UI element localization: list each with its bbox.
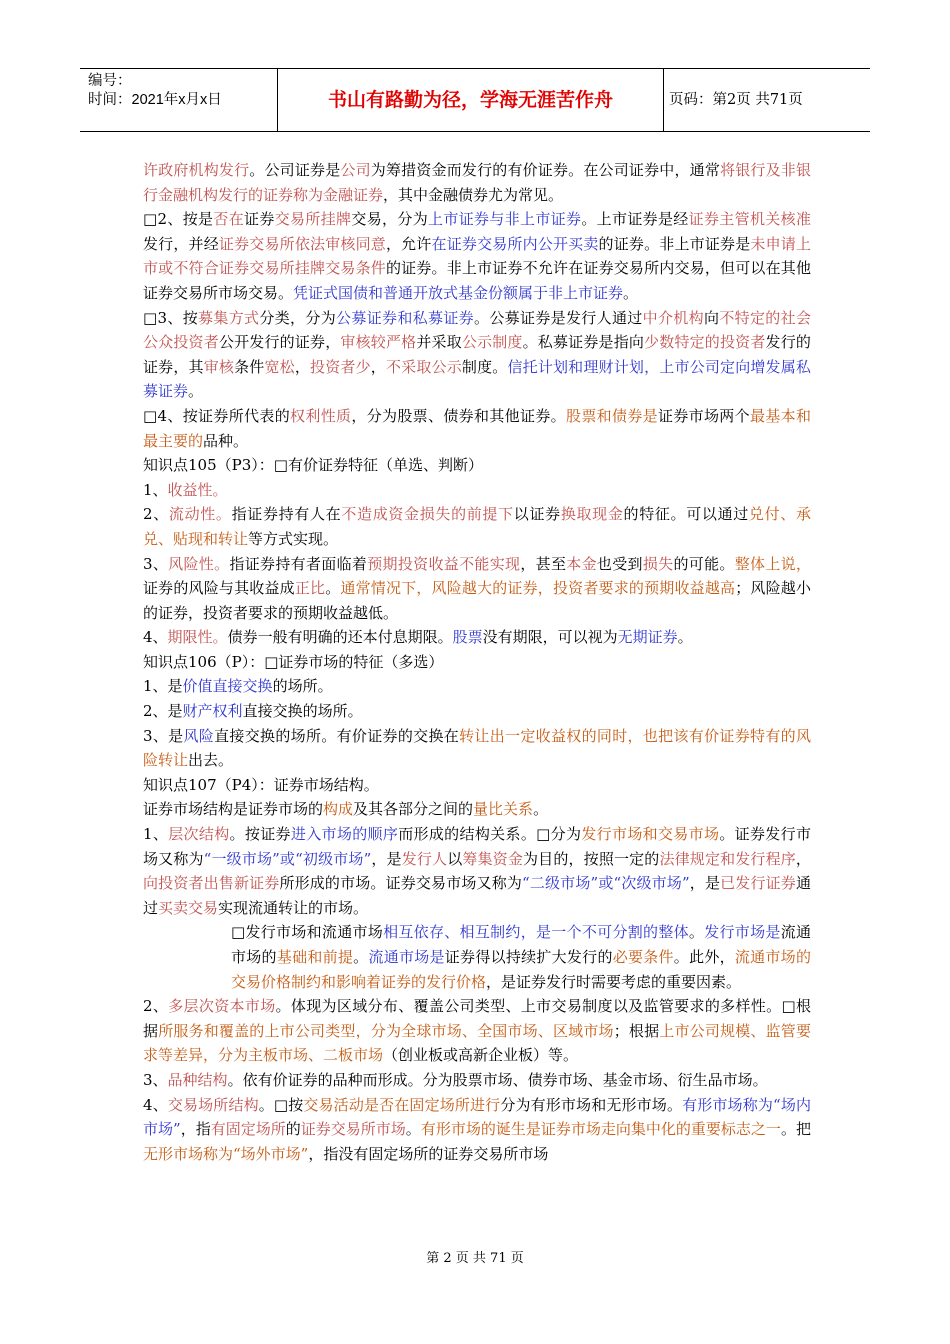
text-run: 。依有价证券的品种而形成。分为股票市场、债券市场、基金市场、衍生品市场。 [227,1070,768,1089]
text-run: 交易活动是否在固定场所进行 [303,1095,501,1114]
paragraph [143,724,811,773]
paragraph [143,502,811,551]
text-run: 3、 [143,554,169,573]
text-run: 。证券发行市场又称为 [143,825,811,868]
text-run: 风险 [183,726,215,745]
text-run: 兑付、承兑、贴现和转让 [143,505,811,548]
text-run: 通过 [143,874,811,917]
text-run: 的 [285,1120,301,1139]
text-run: 。此外， [673,948,735,966]
text-run: ；风险越小的证券，投资者要求的预期收益越低。 [143,579,811,622]
text-run: 风险性。 [168,554,230,573]
text-run: 预期投资收益不能实现 [367,554,521,573]
text-run: 。上市证券是经 [581,210,689,229]
text-run: 公募证券和私募证券 [336,308,474,327]
text-run: 交易场所结构 [167,1095,259,1114]
section-heading [143,453,811,478]
text-run: 3、是 [143,726,184,745]
text-run: 审核 [203,357,235,376]
header-motto: 书山有路勤为径，学海无涯苦作舟 [278,69,664,131]
text-run: ，分为股票、债券和其他证券。 [351,406,566,425]
text-run: 流动性。 [168,505,232,524]
text-run: 分为有形市场和无形市场。 [500,1095,683,1114]
text-run: 凭证式国债和普通开放式基金份额属于非上市证券 [293,283,624,302]
text-run: ，是 [371,849,402,868]
text-run: 少数特定的投资者 [644,333,766,352]
text-run: 股票和债券是 [566,406,658,425]
text-run: 的可能。 [673,554,735,573]
text-run: □3、按 [143,308,199,327]
text-run: 的证券。非上市证券不允许在证券交易所内交易，但可以在其他证券交易所市场交易。 [143,259,811,302]
text-run: 有形市场的诞生是证券市场走向集中化的重要标志之一 [420,1120,781,1139]
text-run: 。私募证券是指向 [522,333,645,352]
text-run: 交易所挂牌 [274,210,352,229]
document-body [143,158,811,1166]
text-run: 否在 [213,210,245,229]
section-heading [143,773,811,798]
paragraph [143,478,811,503]
text-run: 审核较严格 [340,333,417,352]
text-run: 等方式实现。 [248,529,339,548]
text-run: 构成 [323,800,354,819]
text-run: 。 [405,1120,421,1139]
text-run: 4、 [143,628,168,647]
text-run: 的证券。非上市证券是 [598,234,751,253]
text-run: 无期证券 [617,628,678,647]
text-run: ，是 [689,874,721,893]
text-run: 转让出一定收益权的同时，也把该有价证券特有的风险转让 [143,726,811,770]
text-run: “二级市场”或“次级市场” [522,874,690,893]
text-run: ， [294,357,311,376]
text-run: 。 [677,628,693,647]
text-run: 证券得以持续扩大发行的 [444,948,613,966]
text-run: 以 [447,849,463,868]
text-run: 发行市场是 [704,923,781,942]
text-run: 证券的风险与其收益成 [143,579,295,598]
text-run: 筹集资金 [462,849,524,868]
text-run: 实现流通转让的市场。 [218,898,369,917]
text-run: 的场所。 [272,677,333,696]
text-run: 换取现金 [560,505,624,524]
text-run: 的特征。可以通过 [623,505,749,524]
text-run: 发行的证券，其 [143,333,811,376]
text-run: 。 [623,283,639,302]
text-run: （创业板或高新企业板）等。 [383,1046,579,1065]
paragraph [143,404,811,453]
text-run: 法律规定和发行程序 [659,849,796,868]
paragraph [143,1093,811,1167]
text-run: □2、按是 [143,210,214,229]
text-run: 发行市场和交易市场 [581,825,720,844]
text-run: 通常情况下，风险越大的证券，投资者要求的预期收益越高 [340,579,736,598]
text-run: 基础和前提 [276,948,354,966]
page-header [80,68,870,132]
text-run: 投资者少 [310,357,371,376]
text-run: □4、按证券所代表的 [143,406,291,425]
text-run: 1、是 [143,677,183,696]
text-run: 以证券 [513,505,561,524]
text-run: 及其各部分之间的 [353,800,474,819]
code-label: 编号： [88,73,132,89]
text-run: 直接交换的场所。 [242,702,363,721]
text-run: 相互依存、相互制约，是一个不可分割的整体 [383,923,689,942]
text-run: 。 [188,382,204,401]
text-run: 进入市场的顺序 [290,825,399,844]
header-page-label: 页码：第2页 共71页 [669,92,803,108]
text-run: 公示制度 [461,333,523,352]
text-run: 募集方式 [198,308,260,327]
text-run: 财产权利 [182,702,243,721]
text-run: ，允许 [385,234,432,253]
text-run: 层次结构 [168,825,230,844]
text-run: 指证券持有人在 [231,505,342,524]
text-run: 买卖交易 [158,898,219,917]
text-run: 已发行证券 [720,874,796,893]
text-run: ，指没有固定场所的证券交易所市场 [308,1144,549,1163]
text-run: 整体上说， [734,554,811,573]
text-run: 价值直接交换 [182,677,273,696]
text-run: 指证券持有者面临着 [229,554,368,573]
text-run: 知识点106（P）：□证券市场的特征（多选） [143,652,444,671]
text-run: 将银行及非银行金融机构发行的证券称为金融证券 [143,161,811,204]
text-run: 4、 [143,1095,168,1114]
paragraph [143,699,811,724]
paragraph [143,674,811,699]
text-run: 品种结构 [167,1070,228,1089]
text-run: 。 [688,923,705,942]
text-run: 必要条件 [612,948,674,966]
text-run: □发行市场和流通市场 [231,923,384,942]
text-run: 有固定场所 [210,1120,286,1139]
time-label: 时间：2021年x月x日 [88,92,222,108]
text-run: 证券市场结构是证券市场的 [143,800,324,819]
text-run: 未申请上市或不符合证券交易所挂牌交易条件 [143,234,811,278]
text-run: 流通市场的交易价格制约和影响着证券的发行价格 [231,948,811,991]
text-run: 证券交易所依法审核同意 [218,234,386,253]
text-run: 所服务和覆盖的上市公司类型，分为全球市场、全国市场、区域市场 [158,1021,614,1040]
text-run: 权利性质 [290,406,352,425]
text-run: 多层次资本市场 [168,997,276,1016]
text-run: 信托计划和理财计划，上市公司定向增发属私募证券 [143,357,811,401]
text-run: 。公募证券是发行人通过 [474,308,643,327]
text-run: 1、 [143,825,169,844]
text-run: 发行人 [401,849,448,868]
text-run: 向投资者出售新证券 [143,874,280,893]
text-run: 不造成资金损失的前提下 [341,505,514,524]
text-run: 债券一般有明确的还本付息期限。 [227,628,453,647]
text-run: 而形成的结构关系。□分为 [398,825,582,844]
paragraph [143,994,811,1068]
text-run: 公司 [340,161,371,179]
text-run: 本金 [566,554,597,573]
text-run: 。 [325,579,341,598]
text-run: 没有期限，可以视为 [482,628,618,647]
paragraph [143,920,811,994]
text-run: ，甚至 [520,554,567,573]
text-run: 证券交易所市场 [300,1120,406,1139]
text-run: 3、 [143,1070,168,1089]
text-run: 知识点105（P3）：□有价证券特征（单选、判断） [143,456,483,475]
text-run: ， [370,357,386,376]
text-run: 。 [533,800,549,819]
text-run: 收益性。 [167,480,228,499]
text-run: 2、是 [143,702,183,721]
text-run: 中介机构 [642,308,704,327]
text-run: 。公司证券是 [249,161,341,179]
text-run: 。□按 [258,1095,304,1114]
text-run: 出去。 [188,751,234,770]
text-run: 宽松 [264,357,295,376]
text-run: 公开发行的证券， [218,333,341,352]
text-run: 为目的，按照一定的 [523,849,660,868]
text-run: 品种。 [203,431,249,450]
text-run: 直接交换的场所。有价证券的交换在 [214,726,460,745]
text-run: 向 [703,308,720,327]
text-run: 条件 [234,357,265,376]
paragraph [143,158,811,207]
paragraph [143,822,811,920]
text-run: ，指 [180,1120,211,1139]
text-run: 也受到 [596,554,643,573]
text-run: 发行，并经 [143,234,219,253]
paragraph [143,1068,811,1093]
text-run: ，其中金融债券尤为常见。 [383,185,564,204]
text-run: 2、 [143,997,169,1016]
text-run: 最基本和最主要的 [143,406,811,450]
text-run: 许政府机构发行 [143,161,250,179]
text-run: 上市公司规模、监管要求等差异，分为主板市场、二板市场 [143,1021,811,1065]
text-run: 股票 [452,628,483,647]
text-run: 证券 [244,210,275,229]
paragraph [143,625,811,650]
section-heading [143,650,811,675]
text-run: 损失 [642,554,674,573]
text-run: 上市证券与非上市证券 [428,210,582,229]
text-run: 正比 [294,579,326,598]
text-run: 2、 [143,505,169,524]
text-run: 流通市场是 [368,948,445,966]
text-run: 。 [353,948,369,966]
text-run: 为筹措资金而发行的有价证券。在公司证券中，通常 [370,161,721,179]
text-run: 。把 [780,1120,811,1139]
text-run: 分类，分为 [259,308,337,327]
text-run: 1、 [143,480,168,499]
text-run: ， [795,849,811,868]
text-run: 制度。 [461,357,508,376]
text-run: “一级市场”或“初级市场” [203,849,372,868]
text-run: 知识点107（P4）：证券市场结构。 [143,775,379,794]
text-run: 无形市场称为“场外市场” [143,1144,309,1163]
text-run: 量比关系 [473,800,534,819]
text-run: 流通市场的 [231,923,811,966]
paragraph [143,207,811,305]
text-run: 不特定的社会公众投资者 [143,308,811,352]
text-run: 。按证券 [229,825,291,844]
text-run: ；根据 [613,1021,660,1040]
text-run: 证券市场两个 [657,406,750,425]
paragraph [143,552,811,626]
text-run: 。体现为区域分布、覆盖公司类型、上市交易制度以及监管要求的多样性。□根据 [143,997,811,1040]
text-run: 并采取 [416,333,462,352]
header-meta [80,69,278,131]
text-run: ，是证券发行时需要考虑的重要因素。 [486,972,742,991]
text-run: 所形成的市场。证券交易市场又称为 [279,874,523,893]
paragraph [143,306,811,404]
text-run: 不采取公示 [385,357,462,376]
paragraph [143,797,811,822]
text-run: 有形市场称为“场内市场” [143,1095,811,1139]
page-footer: 第 2 页 共 71 页 [426,1251,524,1266]
text-run: 在证券交易所内公开买卖 [431,234,599,253]
text-run: 证券主管机关核准 [688,210,811,229]
text-run: 交易，分为 [351,210,429,229]
text-run: 期限性。 [167,628,228,647]
